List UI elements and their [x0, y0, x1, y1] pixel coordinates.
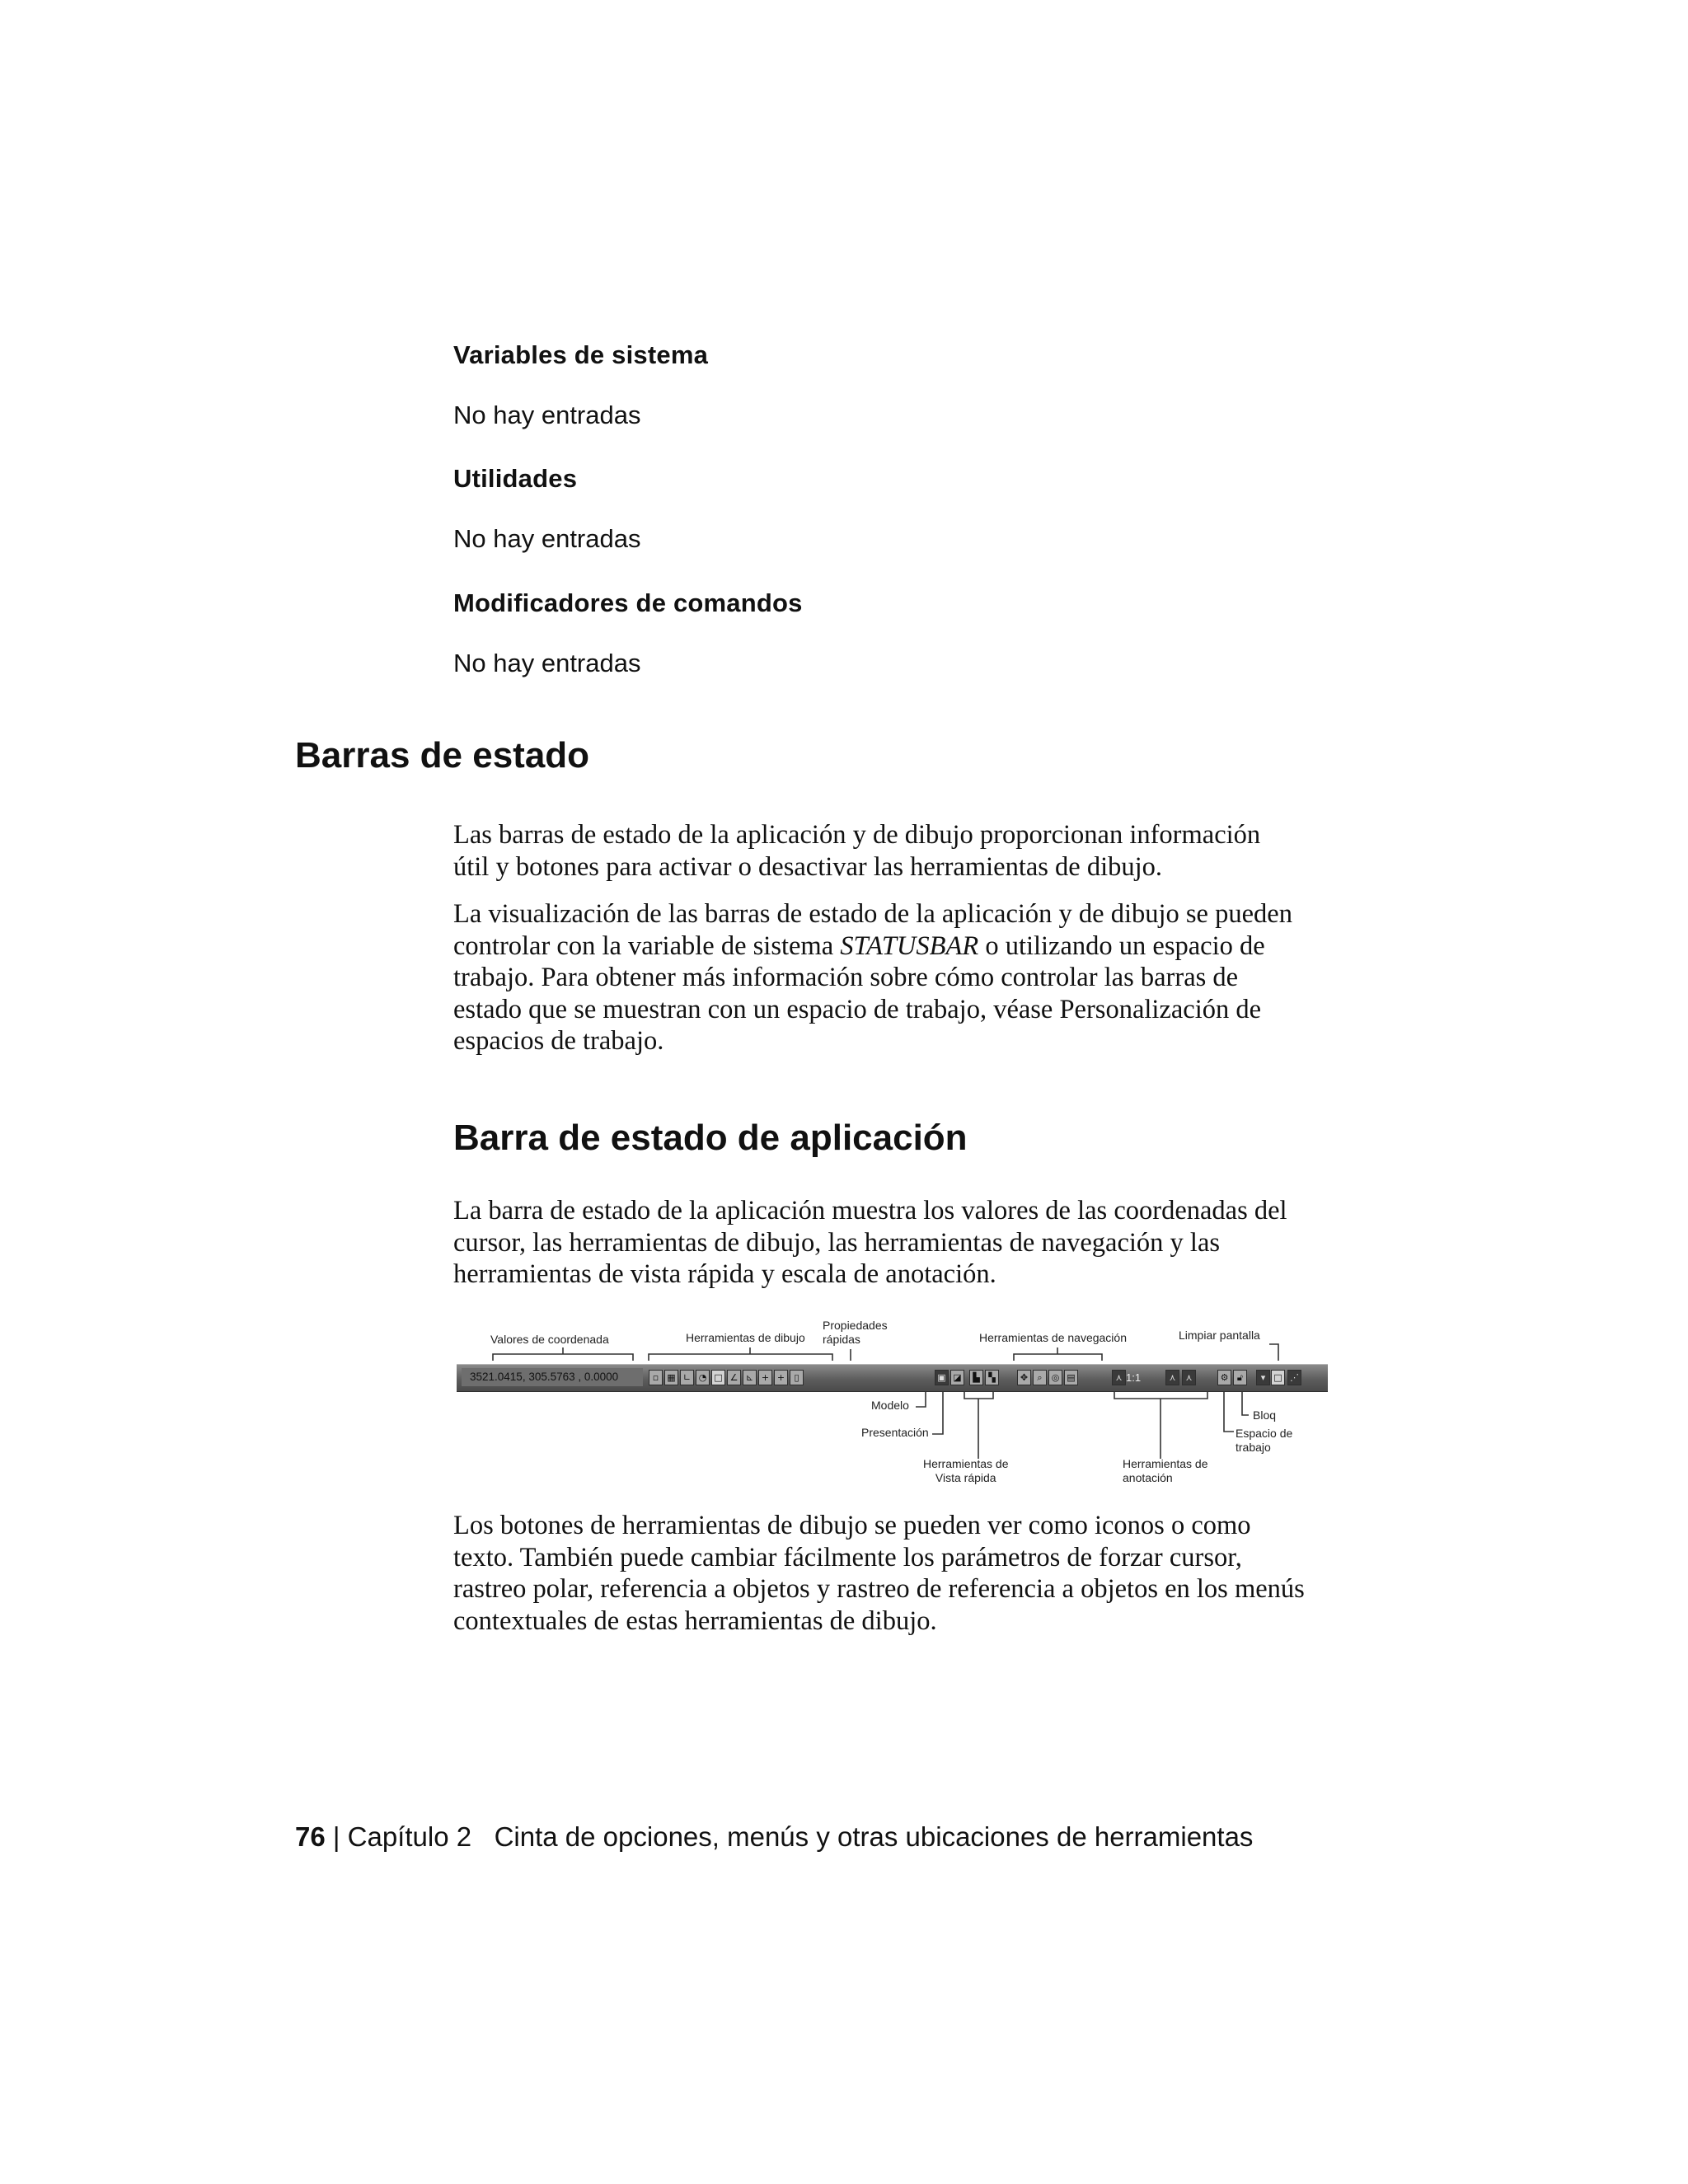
label-line: anotación: [1123, 1471, 1173, 1484]
coordinate-display: 3521.0415, 305.5763 , 0.0000: [462, 1368, 643, 1386]
text-line: La visualización de las barras de estado de la aplicación y de dibujo se pueden: [453, 899, 1292, 929]
label-line: Vista rápida: [935, 1471, 996, 1484]
snap-icon[interactable]: ▫: [649, 1370, 663, 1385]
label-line: trabajo: [1236, 1441, 1271, 1454]
label-line: Espacio de: [1236, 1427, 1293, 1440]
subsection-title: Barra de estado de aplicación: [453, 1118, 968, 1158]
zoom-icon[interactable]: ⌕: [1033, 1370, 1047, 1385]
section-paragraph-2: [453, 898, 1343, 1057]
label-quick-view-tools: [923, 1457, 1009, 1485]
text-line: rastreo polar, referencia a objetos y rastreo de referencia a objetos en los menús: [453, 1574, 1305, 1604]
steeringwheel-icon[interactable]: ◎: [1048, 1370, 1062, 1385]
text-line: herramientas de vista rápida y escala de anotación.: [453, 1259, 996, 1289]
text-span: o utilizando un espacio de: [978, 930, 1265, 961]
entry-text-system-variables: No hay entradas: [453, 401, 641, 429]
entry-text-utilities: No hay entradas: [453, 524, 641, 553]
osnap-icon[interactable]: □: [711, 1370, 725, 1385]
quick-view-drawings-icon[interactable]: ▚: [985, 1370, 999, 1385]
label-line: rápidas: [823, 1333, 860, 1346]
label-model: Modelo: [871, 1399, 909, 1412]
label-line: Propiedades: [823, 1319, 888, 1332]
subsection-paragraph-2: [453, 1510, 1343, 1637]
model-icon[interactable]: ▣: [935, 1370, 949, 1385]
text-line: [453, 930, 1343, 963]
label-workspace: [1236, 1427, 1292, 1455]
auto-scale-icon[interactable]: ⋏: [1182, 1370, 1196, 1385]
label-drawing-tools: Herramientas de dibujo: [686, 1331, 805, 1344]
polar-icon[interactable]: ◔: [696, 1370, 710, 1385]
lineweight-icon[interactable]: +: [774, 1370, 788, 1385]
workspace-gear-icon[interactable]: ⚙: [1217, 1370, 1231, 1385]
label-annotation-tools: [1123, 1457, 1208, 1485]
text-line: espacios de trabajo.: [453, 1026, 664, 1056]
text-line: Los botones de herramientas de dibujo se pueden ver como iconos o como: [453, 1511, 1251, 1540]
status-bar-figure: [445, 1306, 1335, 1504]
annotation-visibility-icon[interactable]: ⋏: [1165, 1370, 1179, 1385]
label-navigation-tools: Herramientas de navegación: [979, 1331, 1127, 1344]
ducs-icon[interactable]: ⊾: [743, 1370, 757, 1385]
clean-screen-icon[interactable]: □: [1271, 1370, 1285, 1385]
label-line: Herramientas de: [923, 1457, 1009, 1470]
text-line: contextuales de estas herramientas de dibujo.: [453, 1605, 937, 1636]
annotation-scale-icon[interactable]: ⋏: [1112, 1370, 1126, 1385]
showmotion-icon[interactable]: ▤: [1064, 1370, 1078, 1385]
dyn-icon[interactable]: +: [758, 1370, 772, 1385]
text-line: trabajo. Para obtener más información sobre cómo controlar las barras de: [453, 963, 1239, 992]
annotation-scale-value[interactable]: 1:1: [1126, 1371, 1142, 1384]
footer-chapter-title: Cinta de opciones, menús y otras ubicaciones de herramientas: [494, 1821, 1254, 1852]
footer-separator: |: [332, 1821, 340, 1852]
text-span: controlar con la variable de sistema: [453, 930, 841, 961]
otrack-icon[interactable]: ∠: [727, 1370, 741, 1385]
statusbar-variable: STATUSBAR: [840, 930, 979, 961]
text-line: útil y botones para activar o desactivar las herramientas de dibujo.: [453, 851, 1163, 882]
section-title: Barras de estado: [295, 735, 590, 776]
label-line: Herramientas de: [1123, 1457, 1208, 1470]
text-line: texto. También puede cambiar fácilmente los parámetros de forzar cursor,: [453, 1542, 1242, 1572]
pan-icon[interactable]: ✥: [1017, 1370, 1031, 1385]
section-paragraph-1: [453, 819, 1343, 883]
footer-chapter: Capítulo 2: [347, 1821, 472, 1852]
text-line: cursor, las herramientas de dibujo, las herramientas de navegación y las: [453, 1227, 1221, 1258]
ortho-icon[interactable]: ∟: [680, 1370, 694, 1385]
subsection-paragraph-1: [453, 1195, 1343, 1291]
label-clean-screen: Limpiar pantalla: [1179, 1329, 1260, 1342]
quick-properties-icon[interactable]: ▯: [790, 1370, 804, 1385]
text-line: La barra de estado de la aplicación muestra los valores de las coordenadas del: [453, 1196, 1287, 1226]
quick-view-layouts-icon[interactable]: ▙: [969, 1370, 983, 1385]
page-footer: [295, 1821, 1253, 1853]
entry-heading-utilities: Utilidades: [453, 464, 578, 493]
grid-icon[interactable]: ▦: [664, 1370, 678, 1385]
resize-grip-icon: ⋰: [1287, 1370, 1301, 1385]
page-number: 76: [295, 1821, 326, 1852]
text-line: estado que se muestran con un espacio de trabajo, véase Personalización de: [453, 994, 1262, 1024]
label-coordinate-values: Valores de coordenada: [490, 1333, 609, 1346]
entry-heading-command-modifiers: Modificadores de comandos: [453, 588, 803, 617]
entry-text-command-modifiers: No hay entradas: [453, 649, 641, 677]
layout-icon[interactable]: ◪: [950, 1370, 964, 1385]
lock-icon[interactable]: 🔓︎: [1233, 1370, 1247, 1385]
text-line: Las barras de estado de la aplicación y de dibujo proporcionan información: [453, 820, 1261, 850]
entry-heading-system-variables: Variables de sistema: [453, 340, 709, 369]
label-layout: Presentación: [861, 1426, 929, 1439]
label-quick-properties: [823, 1319, 888, 1347]
label-lock: Bloq: [1253, 1408, 1277, 1422]
chevron-down-icon[interactable]: ▾: [1256, 1370, 1270, 1385]
application-status-bar: [457, 1364, 1328, 1392]
